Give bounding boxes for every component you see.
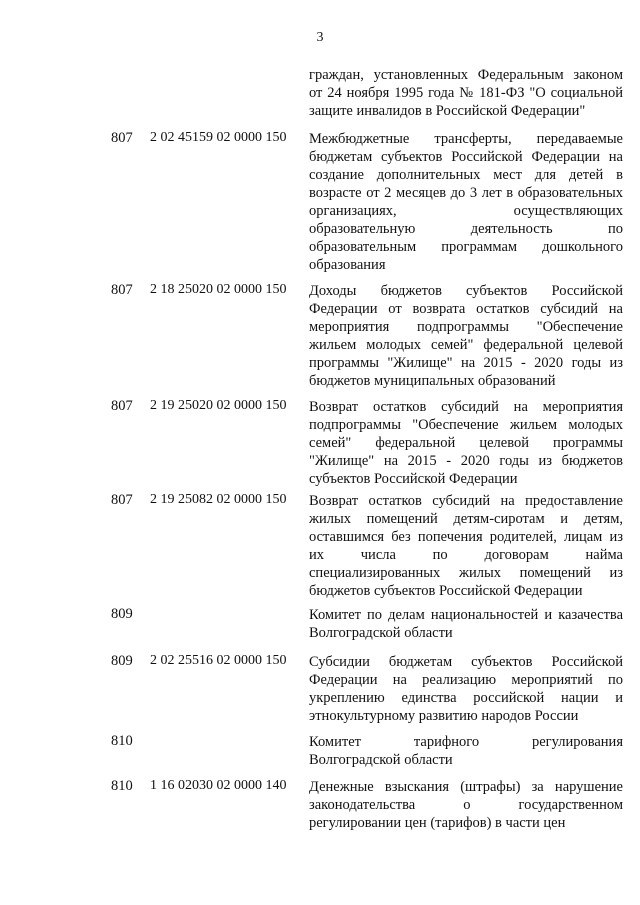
admin-code: 807 bbox=[111, 492, 133, 508]
description-line: организациях, осуществляющих bbox=[309, 203, 623, 219]
description-line: мероприятия подпрограммы "Обеспечение bbox=[309, 319, 623, 335]
description-line: специализированных жилых помещений из bbox=[309, 565, 623, 581]
description-line: Возврат остатков субсидий на предоставление bbox=[309, 493, 623, 509]
description-line: Межбюджетные трансферты, передаваемые bbox=[309, 131, 623, 147]
description-line: регулировании цен (тарифов) в части цен bbox=[309, 815, 566, 831]
revenue-code: 2 02 45159 02 0000 150 bbox=[150, 130, 287, 145]
description-line: бюджетов субъектов Российской Федерации bbox=[309, 583, 583, 599]
description-line: Волгоградской области bbox=[309, 752, 453, 768]
description-line: этнокультурному развитию народов России bbox=[309, 708, 579, 724]
admin-code: 809 bbox=[111, 606, 133, 622]
description-line: Денежные взыскания (штрафы) за нарушение bbox=[309, 779, 623, 795]
revenue-description bbox=[309, 653, 623, 725]
revenue-code: 2 19 25020 02 0000 150 bbox=[150, 398, 287, 413]
admin-code: 807 bbox=[111, 282, 133, 298]
description-line: укреплению единства российской нации и bbox=[309, 690, 623, 706]
description-line: оставшимся без попечения родителей, лицам из bbox=[309, 529, 623, 545]
description-line: создание дополнительных мест для детей в bbox=[309, 167, 623, 183]
description-line: Комитет по делам национальностей и казачества bbox=[309, 607, 623, 623]
description-line: защите инвалидов в Российской Федерации" bbox=[309, 103, 586, 119]
revenue-description bbox=[309, 66, 623, 120]
description-line: бюджетам субъектов Российской Федерации на bbox=[309, 149, 623, 165]
page-number: 3 bbox=[316, 30, 324, 45]
description-line: подпрограммы "Обеспечение жильем молодых bbox=[309, 417, 623, 433]
admin-code: 807 bbox=[111, 398, 133, 414]
description-line: образовательную деятельность по bbox=[309, 221, 623, 237]
description-line: образовательным программам дошкольного bbox=[309, 239, 623, 255]
description-line: субъектов Российской Федерации bbox=[309, 471, 518, 487]
revenue-description bbox=[309, 130, 623, 274]
description-line: Доходы бюджетов субъектов Российской bbox=[309, 283, 623, 299]
revenue-code: 2 19 25082 02 0000 150 bbox=[150, 492, 287, 507]
revenue-description bbox=[309, 606, 623, 642]
description-line: Субсидии бюджетам субъектов Российской bbox=[309, 654, 623, 670]
revenue-description bbox=[309, 282, 623, 390]
description-line: возрасте от 2 месяцев до 3 лет в образовательных bbox=[309, 185, 623, 201]
revenue-description bbox=[309, 778, 623, 832]
description-line: Федерации от возврата остатков субсидий на bbox=[309, 301, 623, 317]
revenue-code: 2 18 25020 02 0000 150 bbox=[150, 282, 287, 297]
description-line: Возврат остатков субсидий на мероприятия bbox=[309, 399, 623, 415]
admin-code: 810 bbox=[111, 778, 133, 794]
description-line: от 24 ноября 1995 года № 181-ФЗ "О социальной bbox=[309, 85, 623, 101]
description-line: жилых помещений детям-сиротам и детям, bbox=[309, 511, 623, 527]
description-line: "Жилище" на 2015 - 2020 годы из бюджетов bbox=[309, 453, 623, 469]
description-line: их числа по договорам найма bbox=[309, 547, 623, 563]
admin-code: 809 bbox=[111, 653, 133, 669]
admin-code: 807 bbox=[111, 130, 133, 146]
description-line: семей" федеральной целевой программы bbox=[309, 435, 623, 451]
revenue-description bbox=[309, 398, 623, 488]
revenue-code: 1 16 02030 02 0000 140 bbox=[150, 778, 287, 793]
description-line: Комитет тарифного регулирования bbox=[309, 734, 623, 750]
description-line: жильем молодых семей" федеральной целевой bbox=[309, 337, 623, 353]
description-line: программы "Жилище" на 2015 - 2020 годы из bbox=[309, 355, 623, 371]
description-line: Федерации на реализацию мероприятий по bbox=[309, 672, 623, 688]
description-line: образования bbox=[309, 257, 386, 273]
admin-code: 810 bbox=[111, 733, 133, 749]
description-line: бюджетов муниципальных образований bbox=[309, 373, 556, 389]
revenue-description bbox=[309, 733, 623, 769]
description-line: граждан, установленных Федеральным законом bbox=[309, 67, 623, 83]
revenue-description bbox=[309, 492, 623, 600]
revenue-code: 2 02 25516 02 0000 150 bbox=[150, 653, 287, 668]
description-line: Волгоградской области bbox=[309, 625, 453, 641]
description-line: законодательства о государственном bbox=[309, 797, 623, 813]
